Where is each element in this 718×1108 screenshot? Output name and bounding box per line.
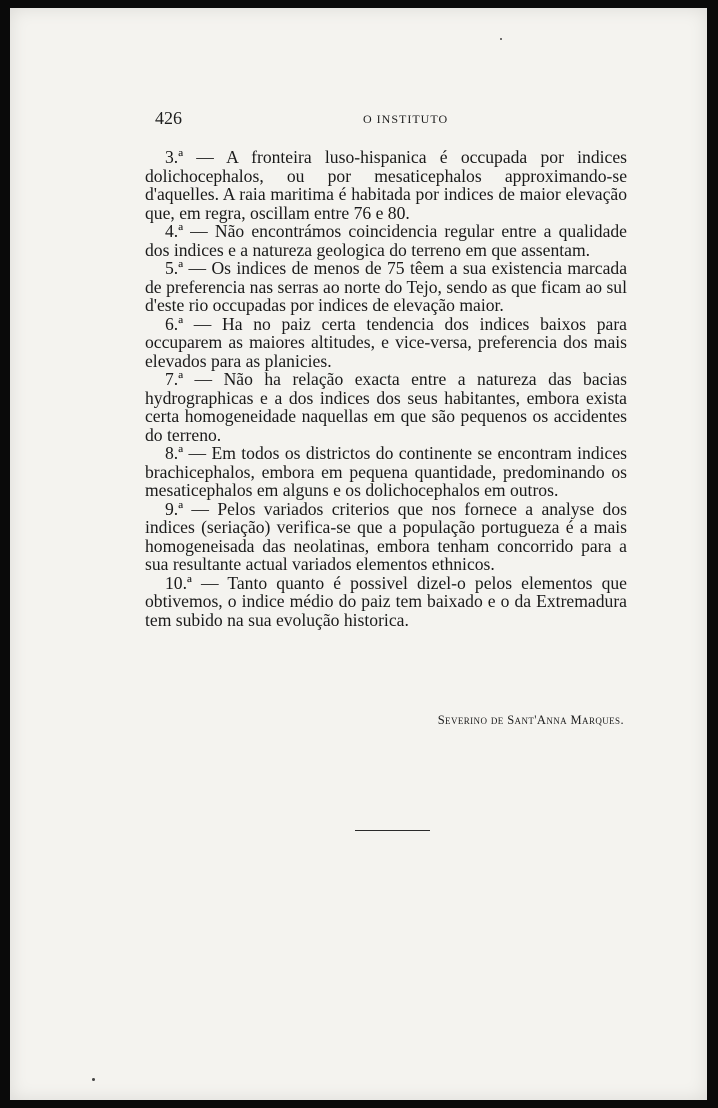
page-number: 426 — [155, 108, 182, 128]
conclusion-paragraph-8: 8.ª — Em todos os districtos do continente se encontram indices brachicephalos, embora em pequena quantidade, predominando os mesaticephalos em alguns e os dolichocephalos em outros. — [145, 443, 627, 500]
conclusion-paragraph-3: 3.ª — A fronteira luso-hispanica é occupada por indices dolichocephalos, ou por mesaticephalos approximando-se d'aquelles. A raia maritima é habitada por indices de maior elevação que, em regra, oscillam entre 76 e 80. — [145, 147, 627, 223]
page-header — [155, 108, 585, 132]
conclusion-paragraph-6: 6.ª — Ha no paiz certa tendencia dos indices baixos para occuparem as maiores altitudes, e vice-versa, preferencia dos mais elevados para as planicies. — [145, 313, 627, 371]
conclusion-paragraph-5: 5.ª — Os indices de menos de 75 têem a sua existencia marcada de preferencia nas serras ao norte do Tejo, sendo as que ficam ao sul d'este rio occupadas por indices de elevação maior. — [145, 258, 627, 315]
conclusion-paragraph-7: 7.ª — Não ha relação exacta entre a natureza das bacias hydrographicas e a dos indices dos seus habitantes, embora exista certa homogeneidade naquellas em que são pequenos os accidentes do terreno. — [145, 369, 627, 445]
section-divider-rule — [355, 830, 430, 831]
running-title: O INSTITUTO — [363, 112, 449, 126]
body-text — [145, 148, 627, 629]
conclusion-paragraph-4: 4.ª — Não encontrámos coincidencia regular entre a qualidade dos indices e a natureza geologica do terreno em que assentam. — [145, 221, 627, 260]
conclusion-paragraph-10: 10.ª — Tanto quanto é possivel dizel-o pelos elementos que obtivemos, o indice médio do paiz tem baixado e o da Extremadura tem subido na sua evolução historica. — [145, 572, 627, 630]
paper-speck — [92, 1078, 95, 1081]
author-signature: Severino de Sant'Anna Marques. — [437, 713, 624, 727]
paper-speck — [500, 38, 502, 40]
conclusion-paragraph-9: 9.ª — Pelos variados criterios que nos fornece a analyse dos indices (seriação) verifica-se que a população portugueza é a mais homogeneisada das neolatinas, embora tenham concorrido para a sua resultante actual variados elementos ethnicos. — [145, 498, 627, 574]
